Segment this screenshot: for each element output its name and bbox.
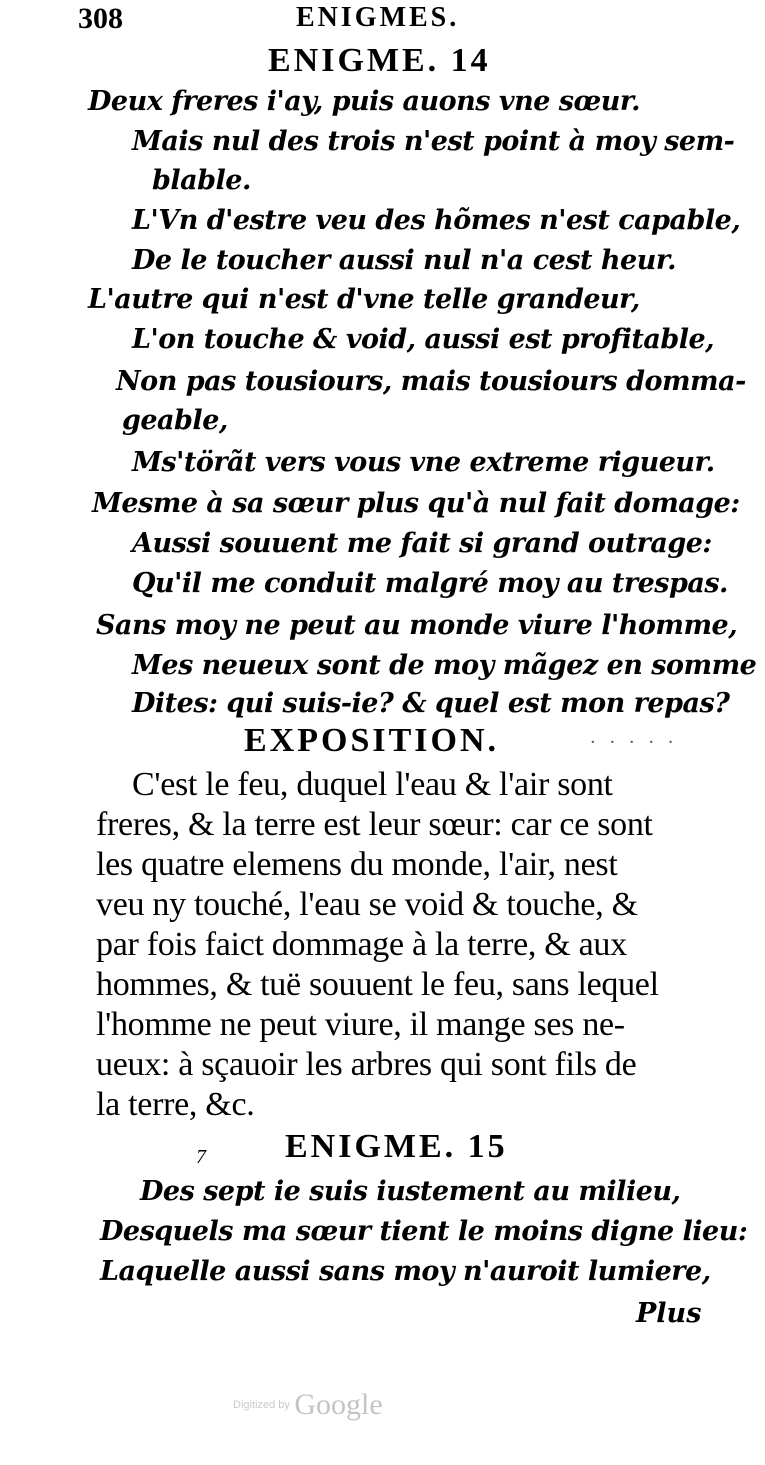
watermark-google-logo: Google (294, 1388, 383, 1421)
prose-line: la terre, &c. (96, 1086, 255, 1123)
exposition-title: EXPOSITION. (244, 722, 499, 759)
verse-line: Sans moy ne peut au monde viure l'homme, (96, 610, 738, 641)
verse-line: Desquels ma sœur tient le moins digne lieu: (100, 1216, 748, 1247)
prose-line: veu ny touché, l'eau se void & touche, & (96, 886, 638, 923)
verse-line: blable. (152, 165, 251, 196)
prose-line: ueux: à sçauoir les arbres qui sont fils de (96, 1046, 637, 1083)
verse-line: Dites: qui suis-ie? & quel est mon repas? (132, 688, 730, 719)
prose-line: C'est le feu, duquel l'eau & l'air sont (132, 766, 613, 803)
margin-mark: 7 (196, 1146, 206, 1168)
watermark-digitized-by: Digitized by (233, 1399, 290, 1411)
prose-line: par fois faict dommage à la terre, & aux (96, 926, 627, 963)
verse-line: L'autre qui n'est d'vne telle grandeur, (88, 284, 640, 315)
verse-line: Des sept ie suis iustement au milieu, (140, 1176, 681, 1207)
verse-line: Laquelle aussi sans moy n'auroit lumiere, (100, 1256, 711, 1287)
verse-line: Mais nul des trois n'est point à moy sem- (132, 126, 735, 157)
verse-line: L'on touche & void, aussi est profitable, (132, 324, 715, 355)
prose-line: l'homme ne peut viure, il mange ses ne- (96, 1006, 625, 1043)
verse-line: Ms'törãt vers vous vne extreme rigueur. (132, 447, 715, 478)
verse-line: De le toucher aussi nul n'a cest heur. (132, 245, 676, 276)
enigme-15-title: ENIGME. 15 (285, 1128, 508, 1165)
verse-line: Non pas tousiours, mais tousiours domma- (116, 366, 746, 397)
verse-line: Deux freres i'ay, puis auons vne sœur. (88, 86, 641, 117)
page-number: 308 (78, 2, 123, 35)
verse-line: geable, (122, 405, 228, 436)
running-title: ENIGMES. (296, 2, 460, 33)
decorative-dots: · · · · · (590, 732, 678, 753)
prose-line: hommes, & tuë souuent le feu, sans lequel (96, 966, 659, 1003)
verse-line: Aussi souuent me fait si grand outrage: (132, 528, 712, 559)
verse-line: Qu'il me conduit malgré moy au trespas. (132, 568, 728, 599)
google-watermark (233, 1388, 383, 1422)
verse-line: Mesme à sa sœur plus qu'à nul fait domage: (92, 488, 740, 519)
enigme-14-title: ENIGME. 14 (268, 42, 491, 79)
catchword: Plus (636, 1298, 702, 1329)
verse-line: Mes neueux sont de moy mãgez en somme (132, 650, 757, 681)
prose-line: freres, & la terre est leur sœur: car ce sont (96, 806, 653, 843)
prose-line: les quatre elemens du monde, l'air, nest (96, 846, 618, 883)
verse-line: L'Vn d'estre veu des hõmes n'est capable, (132, 205, 741, 236)
